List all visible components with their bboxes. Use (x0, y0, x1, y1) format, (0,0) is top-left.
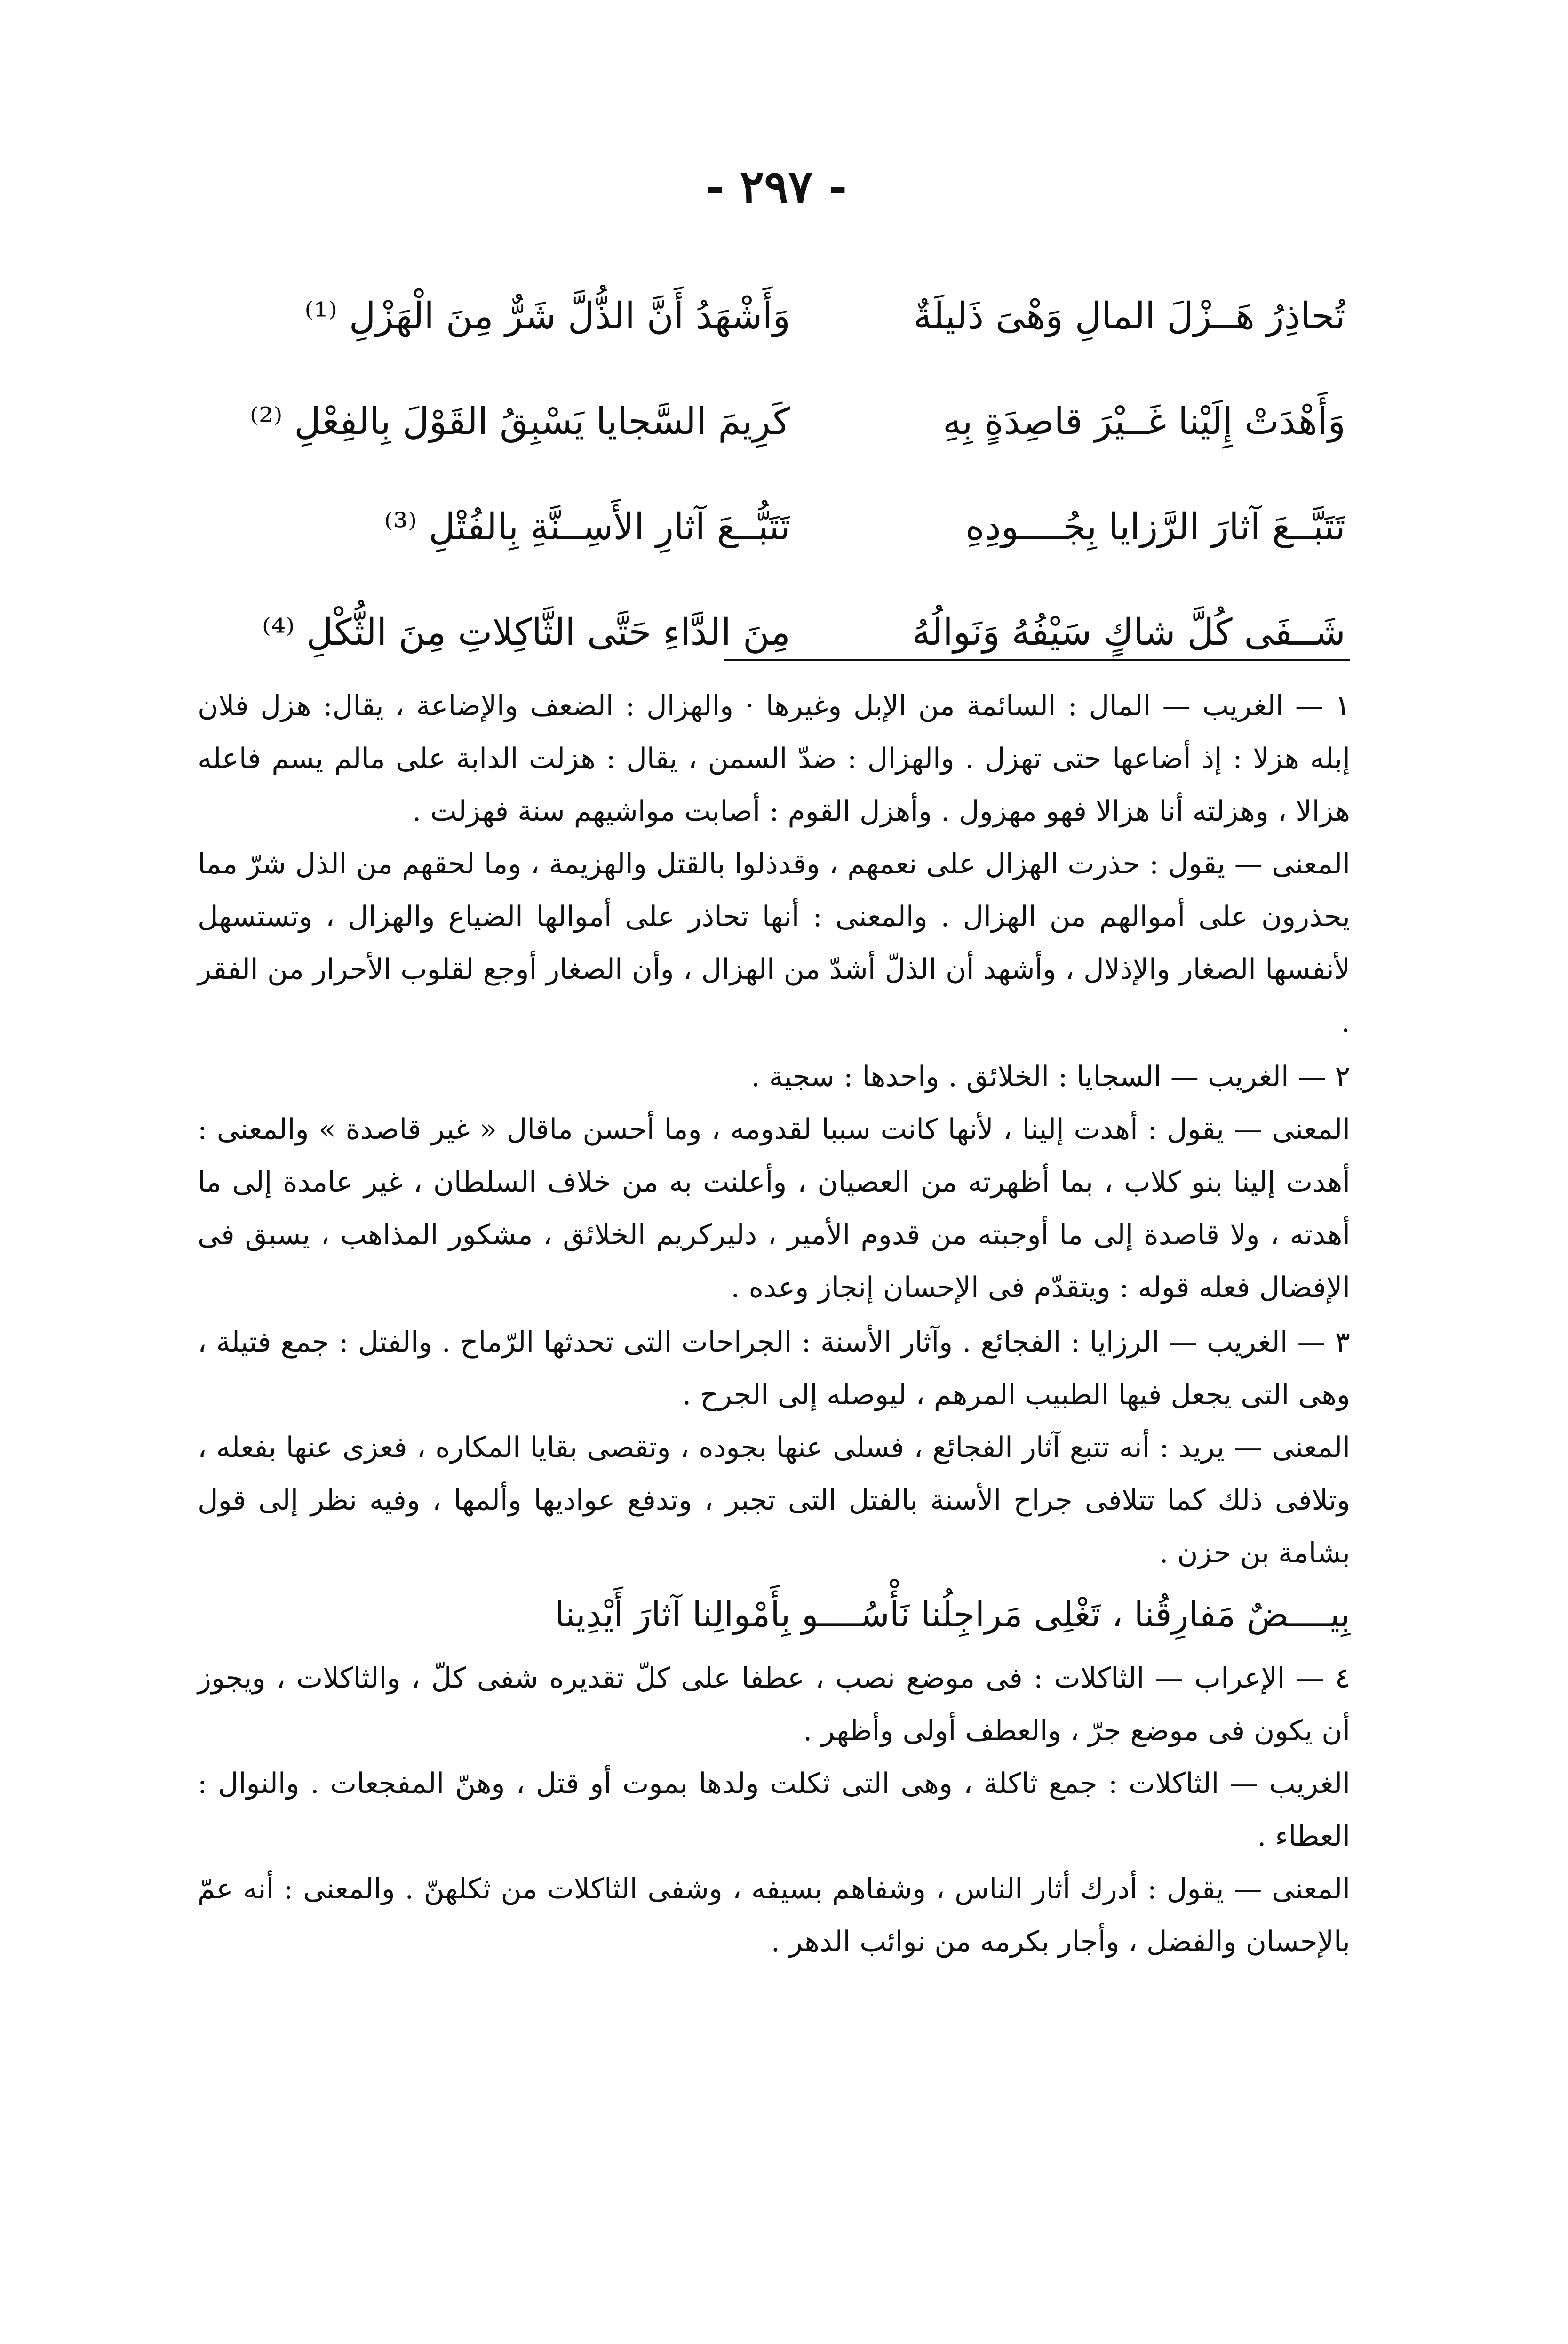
first-hemistich: شَــفَى كُلَّ شاكٍ سَيْفُهُ وَنَوالُهُ (912, 611, 1345, 654)
verse-line (198, 474, 1345, 580)
note-3-meaning: المعنى — يريد : أنه تتبع آثار الفجائع ، فسلى عنها بجوده ، وتقصى بقايا المكاره ، فعزى عنها بفعله ، وتلافى ذلك كما تتلافى جراح الأسنة بالفتل التى تجبر ، وتدفع عواديها وألمها ، وفيه نظر إلى قول بشامة بن حزن . (198, 1431, 1350, 1569)
first-hemistich: وَأَهْدَتْ إِلَيْنا غَــيْرَ قاصِدَةٍ بِهِ (943, 400, 1345, 443)
commentary (198, 678, 1350, 1968)
second-hemistich: تَتَبُّــعَ آثارِ الأَسِــنَّةِ بِالفُتْلِ ⁽³⁾ (384, 506, 790, 548)
note-1-meaning: المعنى — يقول : حذرت الهزال على نعمهم ، وقدذلوا بالقتل والهزيمة ، وما لحقهم من الذل شرّ مما يحذرون على أموالهم من الهزال . والمعنى : أنها تحاذر على أموالها الضياع والهزال ، وتستسهل لأنفسها الصغار والإذلال ، وأشهد أن الذلّ أشدّ من الهزال ، وأن الصغار أوجع لقلوب الأحرار من الفقر . (198, 848, 1351, 1039)
first-hemistich: تَتَبَّــعَ آثارَ الرَّزايا بِجُــــودِهِ (965, 506, 1345, 548)
note-4-meaning: المعنى — يقول : أدرك أثار الناس ، وشفاهم بسيفه ، وشفى الثاكلات من ثكلهنّ . والمعنى : أنه عمّ بالإحسان والفضل ، وأجار بكرمه من نوائب الدهر . (198, 1872, 1350, 1958)
page-number: - ٢٩٧ - (705, 160, 847, 213)
second-hemistich: وَأَشْهَدُ أَنَّ الذُّلَّ شَرٌّ مِنَ الْهَزْلِ ⁽¹⁾ (304, 295, 790, 337)
note-1-gloss: ١ — الغريب — المال : السائمة من الإبل وغيرها · والهزال : الضعف والإضاعة ، يقال: هزل فلان إبله هزلا : إذ أضاعها حتى تهزل . والهزال : ضدّ السمن ، يقال : هزلت الدابة على مالم يسم فاعله هزالا ، وهزلته أنا هزالا فهو مهزول . وأهزل القوم : أصابت مواشيهم سنة فهزلت . (198, 689, 1350, 828)
second-hemistich: كَرِيمَ السَّجايا يَسْبِقُ القَوْلَ بِالفِعْلِ ⁽²⁾ (249, 400, 790, 443)
footnote-divider (724, 659, 1350, 661)
second-hemistich: مِنَ الدَّاءِ حَتَّى الثَّاكِلاتِ مِنَ الثُّكْلِ ⁽⁴⁾ (262, 611, 790, 654)
verse-line (198, 580, 1345, 685)
first-hemistich: تُحاذِرُ هَــزْلَ المالِ وَهْىَ ذَليلَةٌ (913, 295, 1345, 337)
note-2-gloss: ٢ — الغريب — السجايا : الخلائق . واحدها : سجية . (751, 1060, 1350, 1093)
poem-verses (198, 264, 1345, 685)
verse-line (198, 264, 1345, 369)
note-4-syntax: ٤ — الإعراب — الثاكلات : فى موضع نصب ، عطفا على كلّ تقديره شفى كلّ ، والثاكلات ، ويجوز أن يكون فى موضع جرّ ، والعطف أولى وأظهر . (198, 1662, 1350, 1747)
cited-verse: بِيــــضٌ مَفارِقُنا ، تَغْلِى مَراجِلُنا نَأْسُــــو بِأَمْوالِنا آثارَ أَيْدِينا (555, 1594, 1350, 1635)
verse-line (198, 369, 1345, 474)
note-2-meaning: المعنى — يقول : أهدت إلينا ، لأنها كانت سببا لقدومه ، وما أحسن ماقال « غير قاصدة » والمعنى : أهدت إلينا بنو كلاب ، بما أظهرته من العصيان ، وأعلنت به من خلاف السلطان ، غير عامدة إلى ما أهدته ، ولا قاصدة إلى ما أوجبته من قدوم الأمير ، دليركريم الخلائق ، مشكور المذاهب ، يسبق فى الإفضال فعله قوله : ويتقدّم فى الإحسان إنجاز وعده . (198, 1113, 1350, 1304)
note-4-gloss: الغريب — الثاكلات : جمع ثاكلة ، وهى التى ثكلت ولدها بموت أو قتل ، وهنّ المفجعات . والنوال : العطاء . (198, 1767, 1350, 1853)
note-3-gloss: ٣ — الغريب — الرزايا : الفجائع . وآثار الأسنة : الجراحات التى تحدثها الرّماح . والفتل : جمع فتيلة ، وهى التى يجعل فيها الطبيب المرهم ، ليوصله إلى الجرح . (198, 1326, 1350, 1411)
